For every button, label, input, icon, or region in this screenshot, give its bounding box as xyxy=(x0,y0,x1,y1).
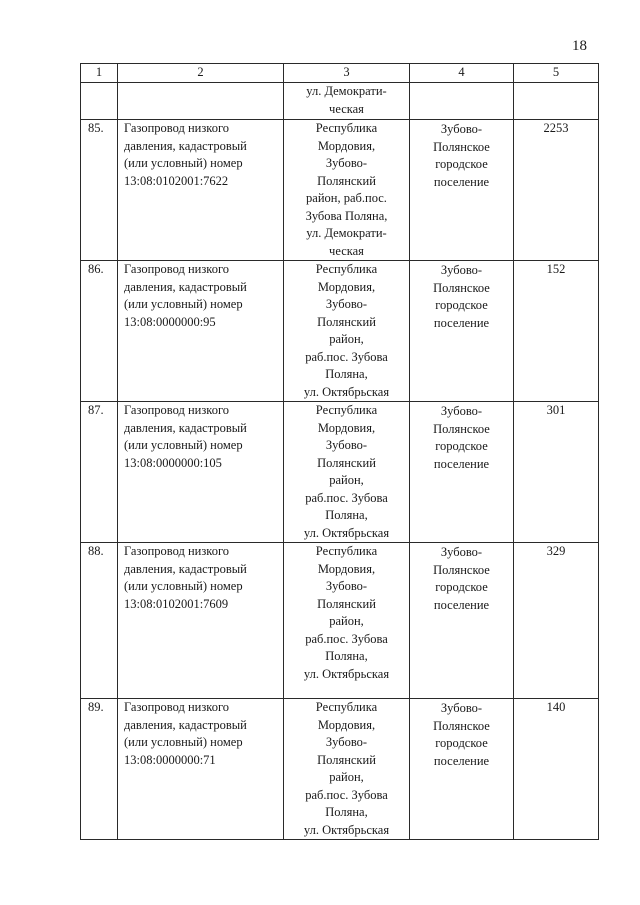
location-line: Полянский xyxy=(317,752,376,767)
row-number-cell: 86. xyxy=(81,261,118,402)
location-cell xyxy=(284,543,410,699)
location-line: Поляна, xyxy=(325,805,368,819)
location-line: раб.пос. Зубова xyxy=(305,349,388,364)
row-number-cell: 85. xyxy=(81,120,118,261)
municipality-line: поселение xyxy=(433,456,490,471)
object-name-line: Газопровод низкого xyxy=(124,700,230,714)
municipality-line: Зубово- xyxy=(440,263,483,277)
municipality-line: городское xyxy=(435,298,488,312)
municipality-line: поселение xyxy=(433,315,490,330)
municipality-line: Зубово- xyxy=(440,404,483,418)
column-header: 5 xyxy=(514,64,599,83)
location-line: ул. Октябрьская xyxy=(303,666,390,681)
location-line: Зубово- xyxy=(325,156,368,170)
object-name-line: (или условный) номер xyxy=(124,297,243,311)
municipality-cell xyxy=(410,83,514,120)
municipality-line: Полянское xyxy=(433,718,490,733)
municipality-line: поселение xyxy=(433,597,490,612)
location-line: ул. Октябрьская xyxy=(303,822,390,837)
location-line: Поляна, xyxy=(325,367,368,381)
row-number-cell: 89. xyxy=(81,699,118,840)
location-line: ул. Демократи- xyxy=(306,84,387,98)
object-name-line: 13:08:0000000:71 xyxy=(124,752,216,767)
location-line: ул. Демократи- xyxy=(306,226,387,240)
municipality-line: Зубово- xyxy=(440,122,483,136)
object-name-line: 13:08:0000000:95 xyxy=(124,314,216,329)
location-line: Зубова Поляна, xyxy=(305,208,388,223)
table-row xyxy=(81,699,599,840)
location-line: раб.пос. Зубова xyxy=(305,490,388,505)
location-line: Республика xyxy=(315,121,378,135)
row-number-cell xyxy=(81,83,118,120)
object-name-cell xyxy=(118,261,284,402)
continuation-row xyxy=(81,83,599,120)
object-name-line: 13:08:0102001:7609 xyxy=(124,596,229,611)
object-name-line: (или условный) номер xyxy=(124,579,243,593)
location-line: Республика xyxy=(315,700,378,714)
table-row xyxy=(81,402,599,543)
location-line: Зубово- xyxy=(325,579,368,593)
object-name-line: давления, кадастровый xyxy=(124,717,247,732)
object-name-line: Газопровод низкого xyxy=(124,544,230,558)
object-name-cell xyxy=(118,83,284,120)
municipality-line: Полянское xyxy=(433,139,490,154)
object-name-line: Газопровод низкого xyxy=(124,121,230,135)
municipality-line: Зубово- xyxy=(440,545,483,559)
location-cell xyxy=(284,261,410,402)
location-line: Мордовия, xyxy=(317,717,376,732)
location-line: Мордовия, xyxy=(317,420,376,435)
municipality-line: Полянское xyxy=(433,280,490,295)
row-number-cell: 88. xyxy=(81,543,118,699)
table-row xyxy=(81,120,599,261)
location-line: Зубово- xyxy=(325,297,368,311)
location-line: ул. Октябрьская xyxy=(303,525,390,540)
length-cell: 152 xyxy=(514,261,599,402)
location-line: Зубово- xyxy=(325,735,368,749)
property-table xyxy=(80,63,599,840)
location-line: район, xyxy=(329,770,364,784)
municipality-line: городское xyxy=(435,580,488,594)
object-name-line: 13:08:0102001:7622 xyxy=(124,173,229,188)
municipality-line: Зубово- xyxy=(440,701,483,715)
location-line: Полянский xyxy=(317,314,376,329)
location-line: Зубово- xyxy=(325,438,368,452)
object-name-line: (или условный) номер xyxy=(124,156,243,170)
column-number-header xyxy=(81,64,599,83)
location-line: ческая xyxy=(329,101,364,116)
object-name-line: давления, кадастровый xyxy=(124,138,247,153)
object-name-line: Газопровод низкого xyxy=(124,403,230,417)
length-cell: 140 xyxy=(514,699,599,840)
location-cell xyxy=(284,120,410,261)
location-line: Поляна, xyxy=(325,649,368,663)
page-number: 18 xyxy=(572,38,587,54)
municipality-line: Полянское xyxy=(433,421,490,436)
location-line: район, раб.пос. xyxy=(306,191,387,205)
location-line: Мордовия, xyxy=(317,138,376,153)
object-name-line: давления, кадастровый xyxy=(124,420,247,435)
location-cell xyxy=(284,83,410,120)
length-cell: 2253 xyxy=(514,120,599,261)
location-line: Поляна, xyxy=(325,508,368,522)
table-row xyxy=(81,261,599,402)
municipality-line: городское xyxy=(435,736,488,750)
location-line: раб.пос. Зубова xyxy=(305,787,388,802)
object-name-cell xyxy=(118,120,284,261)
location-line: раб.пос. Зубова xyxy=(305,631,388,646)
location-cell xyxy=(284,402,410,543)
object-name-cell xyxy=(118,402,284,543)
location-line: Полянский xyxy=(317,173,376,188)
municipality-line: поселение xyxy=(433,174,490,189)
object-name-cell xyxy=(118,699,284,840)
object-name-line: (или условный) номер xyxy=(124,735,243,749)
municipality-line: городское xyxy=(435,157,488,171)
object-name-line: 13:08:0000000:105 xyxy=(124,455,222,470)
length-cell: 329 xyxy=(514,543,599,699)
location-line: район, xyxy=(329,473,364,487)
location-line: район, xyxy=(329,614,364,628)
location-line: Полянский xyxy=(317,596,376,611)
municipality-cell xyxy=(410,402,514,543)
location-line: Полянский xyxy=(317,455,376,470)
object-name-cell xyxy=(118,543,284,699)
municipality-line: городское xyxy=(435,439,488,453)
municipality-line: поселение xyxy=(433,753,490,768)
municipality-line: Полянское xyxy=(433,562,490,577)
table-row xyxy=(81,543,599,699)
location-line: Мордовия, xyxy=(317,561,376,576)
municipality-cell xyxy=(410,543,514,699)
object-name-line: давления, кадастровый xyxy=(124,279,247,294)
column-header: 4 xyxy=(410,64,514,83)
length-cell xyxy=(514,83,599,120)
municipality-cell xyxy=(410,699,514,840)
length-cell: 301 xyxy=(514,402,599,543)
column-header: 3 xyxy=(284,64,410,83)
location-cell xyxy=(284,699,410,840)
column-header: 2 xyxy=(118,64,284,83)
column-header: 1 xyxy=(81,64,118,83)
object-name-line: давления, кадастровый xyxy=(124,561,247,576)
location-line: ческая xyxy=(329,243,364,258)
object-name-line: (или условный) номер xyxy=(124,438,243,452)
location-line: ул. Октябрьская xyxy=(303,384,390,399)
location-line: Республика xyxy=(315,544,378,558)
location-line: Республика xyxy=(315,262,378,276)
location-line: Мордовия, xyxy=(317,279,376,294)
location-line: Республика xyxy=(315,403,378,417)
municipality-cell xyxy=(410,261,514,402)
object-name-line: Газопровод низкого xyxy=(124,262,230,276)
municipality-cell xyxy=(410,120,514,261)
row-number-cell: 87. xyxy=(81,402,118,543)
location-line: район, xyxy=(329,332,364,346)
